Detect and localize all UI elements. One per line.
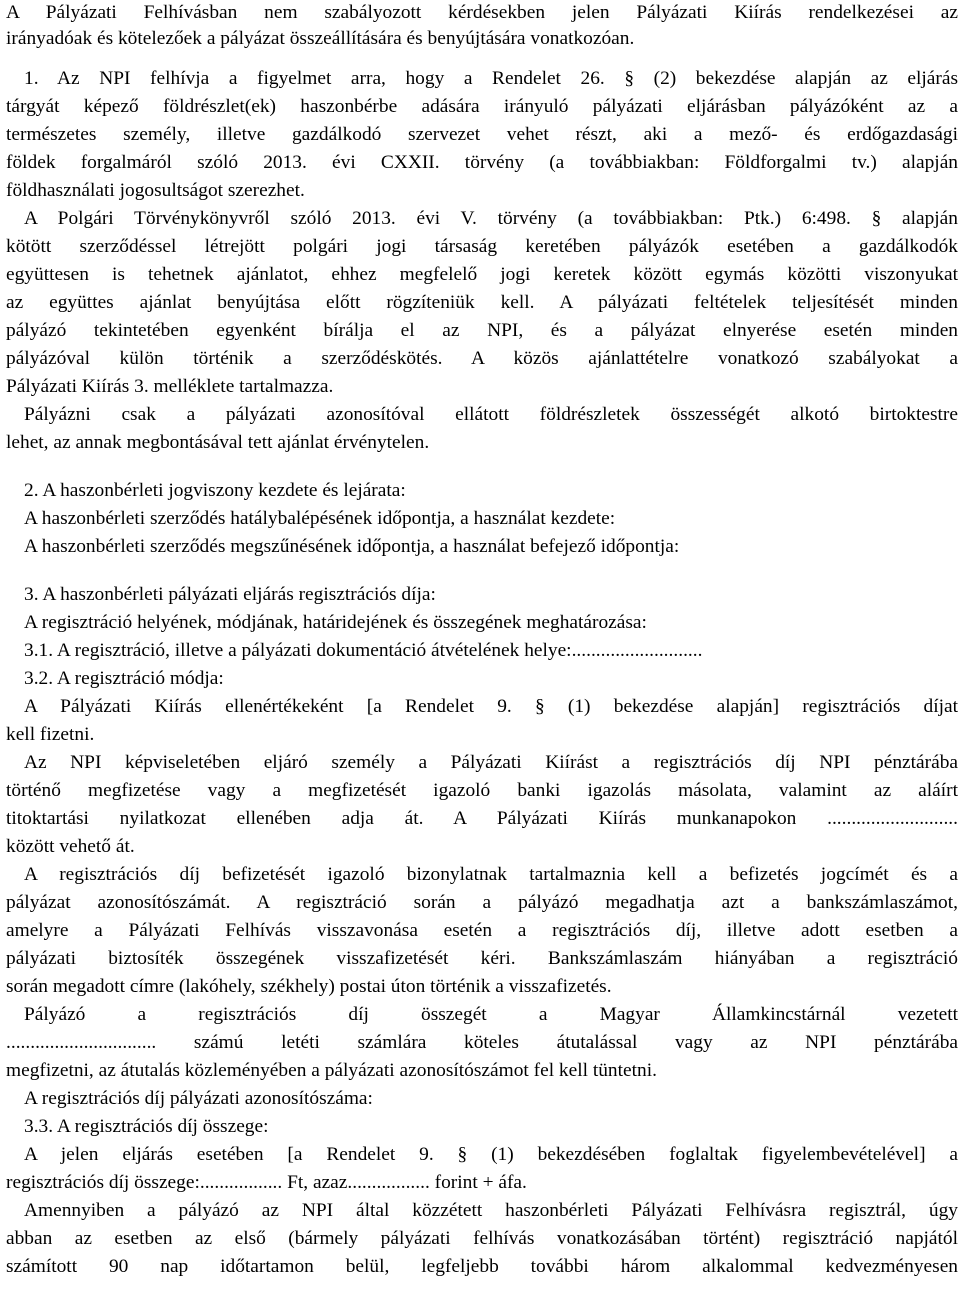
text-line: A haszonbérleti szerződés megszűnésének időpontja, a használat befejező időpontja: — [24, 536, 680, 557]
text-line: 2. A haszonbérleti jogviszony kezdete és lejárata: — [24, 480, 406, 501]
text-line: az együttes ajánlat benyújtása előtt rögzíteniük kell. A pályázati feltételek teljesítését minden — [6, 292, 958, 313]
text-line: A Pályázati Kiírás ellenértékeként [a Rendelet 9. § (1) bekezdése alapján] regisztrációs díjat — [24, 696, 958, 717]
text-line: kell fizetni. — [6, 724, 95, 745]
text-line: tárgyát képező földrészlet(ek) haszonbérbe adására irányuló pályázati eljárásban pályázóként az a — [6, 96, 958, 117]
text-line: 3.3. A regisztrációs díj összege: — [24, 1116, 269, 1137]
text-line: irányadóak és kötelezőek a pályázat összeállítására és benyújtására vonatkozóan. — [6, 28, 635, 49]
text-line: pályázóval külön történik a szerződéskötés. A közös ajánlattételre vonatkozó szabályokat a — [6, 348, 958, 369]
text-line: számított 90 nap időtartamon belül, legfeljebb további három alkalommal kedvezményesen — [6, 1256, 958, 1277]
text-line: Amennyiben a pályázó az NPI által közzétett haszonbérleti Pályázati Felhívásra regisztrál, úgy — [24, 1200, 958, 1221]
text-line: együttesen is tehetnek ajánlatot, ehhez megfelelő jogi keretek között egymás közötti viszonyukat — [6, 264, 958, 285]
text-line: A regisztrációs díj befizetését igazoló bizonylatnak tartalmaznia kell a befizetés jogcímét és a — [24, 864, 958, 885]
text-line: között vehető át. — [6, 836, 135, 857]
text-line: során megadott címre (lakóhely, székhely) postai úton történik a visszafizetés. — [6, 976, 612, 997]
text-line: Pályázni csak a pályázati azonosítóval ellátott földrészletek összességét alkotó birtoktestre — [24, 404, 958, 425]
text-line: kötött szerződéssel létrejött polgári jogi társaság keretében pályázók esetében a gazdálkodók — [6, 236, 958, 257]
text-line: 1. Az NPI felhívja a figyelmet arra, hogy a Rendelet 26. § (2) bekezdése alapján az eljárás — [24, 68, 958, 89]
text-line: megfizetni, az átutalás közleményében a pályázati azonosítószámot fel kell tüntetni. — [6, 1060, 657, 1081]
text-line: A Pályázati Felhívásban nem szabályozott kérdésekben jelen Pályázati Kiírás rendelkezései az — [6, 2, 958, 23]
text-line: A regisztráció helyének, módjának, határidejének és összegének meghatározása: — [24, 612, 647, 633]
text-line: ............................... számú letéti számlára köteles átutalással vagy az NPI pénztárába — [6, 1032, 958, 1053]
text-line: titoktartási nyilatkozat ellenében adja át. A Pályázati Kiírás munkanapokon ........................... — [6, 808, 958, 829]
text-line: A jelen eljárás esetében [a Rendelet 9. § (1) bekezdésében foglaltak figyelembevételével] a — [24, 1144, 958, 1165]
text-line: lehet, az annak megbontásával tett ajánlat érvénytelen. — [6, 432, 430, 453]
text-line: földhasználati jogosultságot szerezhet. — [6, 180, 305, 201]
text-line: A Polgári Törvénykönyvről szóló 2013. évi V. törvény (a továbbiakban: Ptk.) 6:498. § alapján — [24, 208, 958, 229]
text-line: regisztrációs díj összege:................. Ft, azaz................. forint + áfa. — [6, 1172, 527, 1193]
text-line: Pályázó a regisztrációs díj összegét a Magyar Államkincstárnál vezetett — [24, 1004, 958, 1025]
text-line: A haszonbérleti szerződés hatálybalépésének időpontja, a használat kezdete: — [24, 508, 616, 529]
text-line: Pályázati Kiírás 3. melléklete tartalmazza. — [6, 376, 334, 397]
text-line: 3.1. A regisztráció, illetve a pályázati dokumentáció átvételének helye:........................... — [24, 640, 703, 661]
text-line: természetes személy, illetve gazdálkodó szervezet vehet részt, aki a mező- és erdőgazdasági — [6, 124, 958, 145]
text-line: 3.2. A regisztráció módja: — [24, 668, 224, 689]
text-line: földek forgalmáról szóló 2013. évi CXXII. törvény (a továbbiakban: Földforgalmi tv.) alapján — [6, 152, 958, 173]
text-line: 3. A haszonbérleti pályázati eljárás regisztrációs díja: — [24, 584, 436, 605]
text-line: abban az esetben az első (bármely pályázati felhívás vonatkozásában történt) regisztráció napjától — [6, 1228, 958, 1249]
text-line: pályázó tekintetében egyenként bírálja el az NPI, és a pályázat elnyerése esetén minden — [6, 320, 958, 341]
text-line: történő megfizetése vagy a megfizetését igazoló banki igazolás másolata, valamint az aláírt — [6, 780, 958, 801]
text-line: pályázat azonosítószámát. A regisztráció során a pályázó megadhatja azt a bankszámlaszámot, — [6, 892, 958, 913]
text-line: pályázati biztosíték összegének visszafizetését kéri. Bankszámlaszám hiányában a regisztráció — [6, 948, 958, 969]
text-line: Az NPI képviseletében eljáró személy a Pályázati Kiírást a regisztrációs díj NPI pénztárába — [24, 752, 958, 773]
text-line: amelyre a Pályázati Felhívás visszavonása esetén a regisztrációs díj, illetve adott esetben a — [6, 920, 958, 941]
text-line: A regisztrációs díj pályázati azonosítószáma: — [24, 1088, 373, 1109]
